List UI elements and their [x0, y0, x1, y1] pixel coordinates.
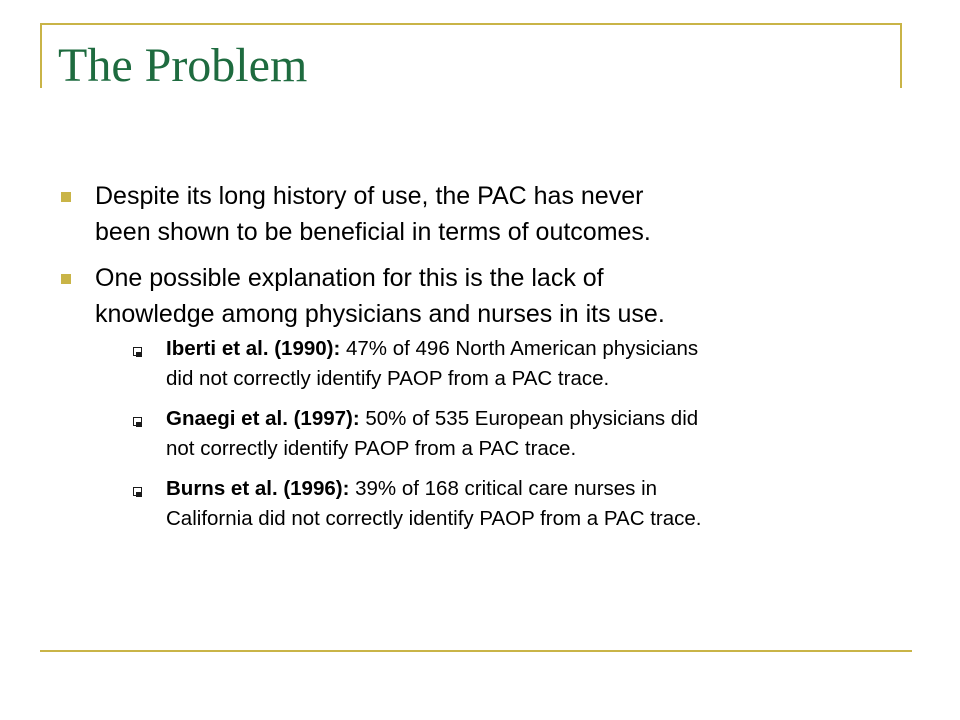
sub-bullet-item — [132, 474, 918, 534]
bullet-item — [58, 260, 918, 534]
citation-lead: Gnaegi et al. (1997): — [166, 407, 360, 430]
frame-right-line — [900, 23, 902, 88]
bullet-text-line: been shown to be beneficial in terms of outcomes. — [95, 218, 651, 246]
bullet-text-line: knowledge among physicians and nurses in its use. — [95, 300, 665, 328]
sub-bullet-item — [132, 334, 918, 394]
square-bullet-icon — [61, 274, 71, 284]
sub-bullet-text-line: 47% of 496 North American physicians — [340, 337, 699, 360]
frame-top-line — [40, 23, 902, 25]
checkbox-bullet-icon — [133, 347, 142, 356]
frame-left-line — [40, 23, 42, 88]
citation-lead: Burns et al. (1996): — [166, 477, 350, 500]
sub-bullet-list — [132, 334, 918, 534]
checkbox-bullet-icon — [133, 417, 142, 426]
checkbox-bullet-icon — [133, 487, 142, 496]
frame-bottom-line — [40, 650, 912, 652]
bullet-item — [58, 178, 918, 250]
slide-content — [58, 178, 918, 544]
sub-bullet-text-line: not correctly identify PAOP from a PAC trace. — [166, 437, 577, 460]
sub-bullet-text-line: California did not correctly identify PAOP from a PAC trace. — [166, 507, 702, 530]
bullet-text-line: Despite its long history of use, the PAC has never — [95, 182, 644, 210]
slide-title: The Problem — [58, 39, 308, 92]
sub-bullet-text-line: did not correctly identify PAOP from a PAC trace. — [166, 367, 610, 390]
citation-lead: Iberti et al. (1990): — [166, 337, 341, 360]
bullet-text-line: One possible explanation for this is the lack of — [95, 264, 604, 292]
sub-bullet-text-line: 50% of 535 European physicians did — [359, 407, 699, 430]
sub-bullet-item — [132, 404, 918, 464]
sub-bullet-text-line: 39% of 168 critical care nurses in — [349, 477, 658, 500]
square-bullet-icon — [61, 192, 71, 202]
